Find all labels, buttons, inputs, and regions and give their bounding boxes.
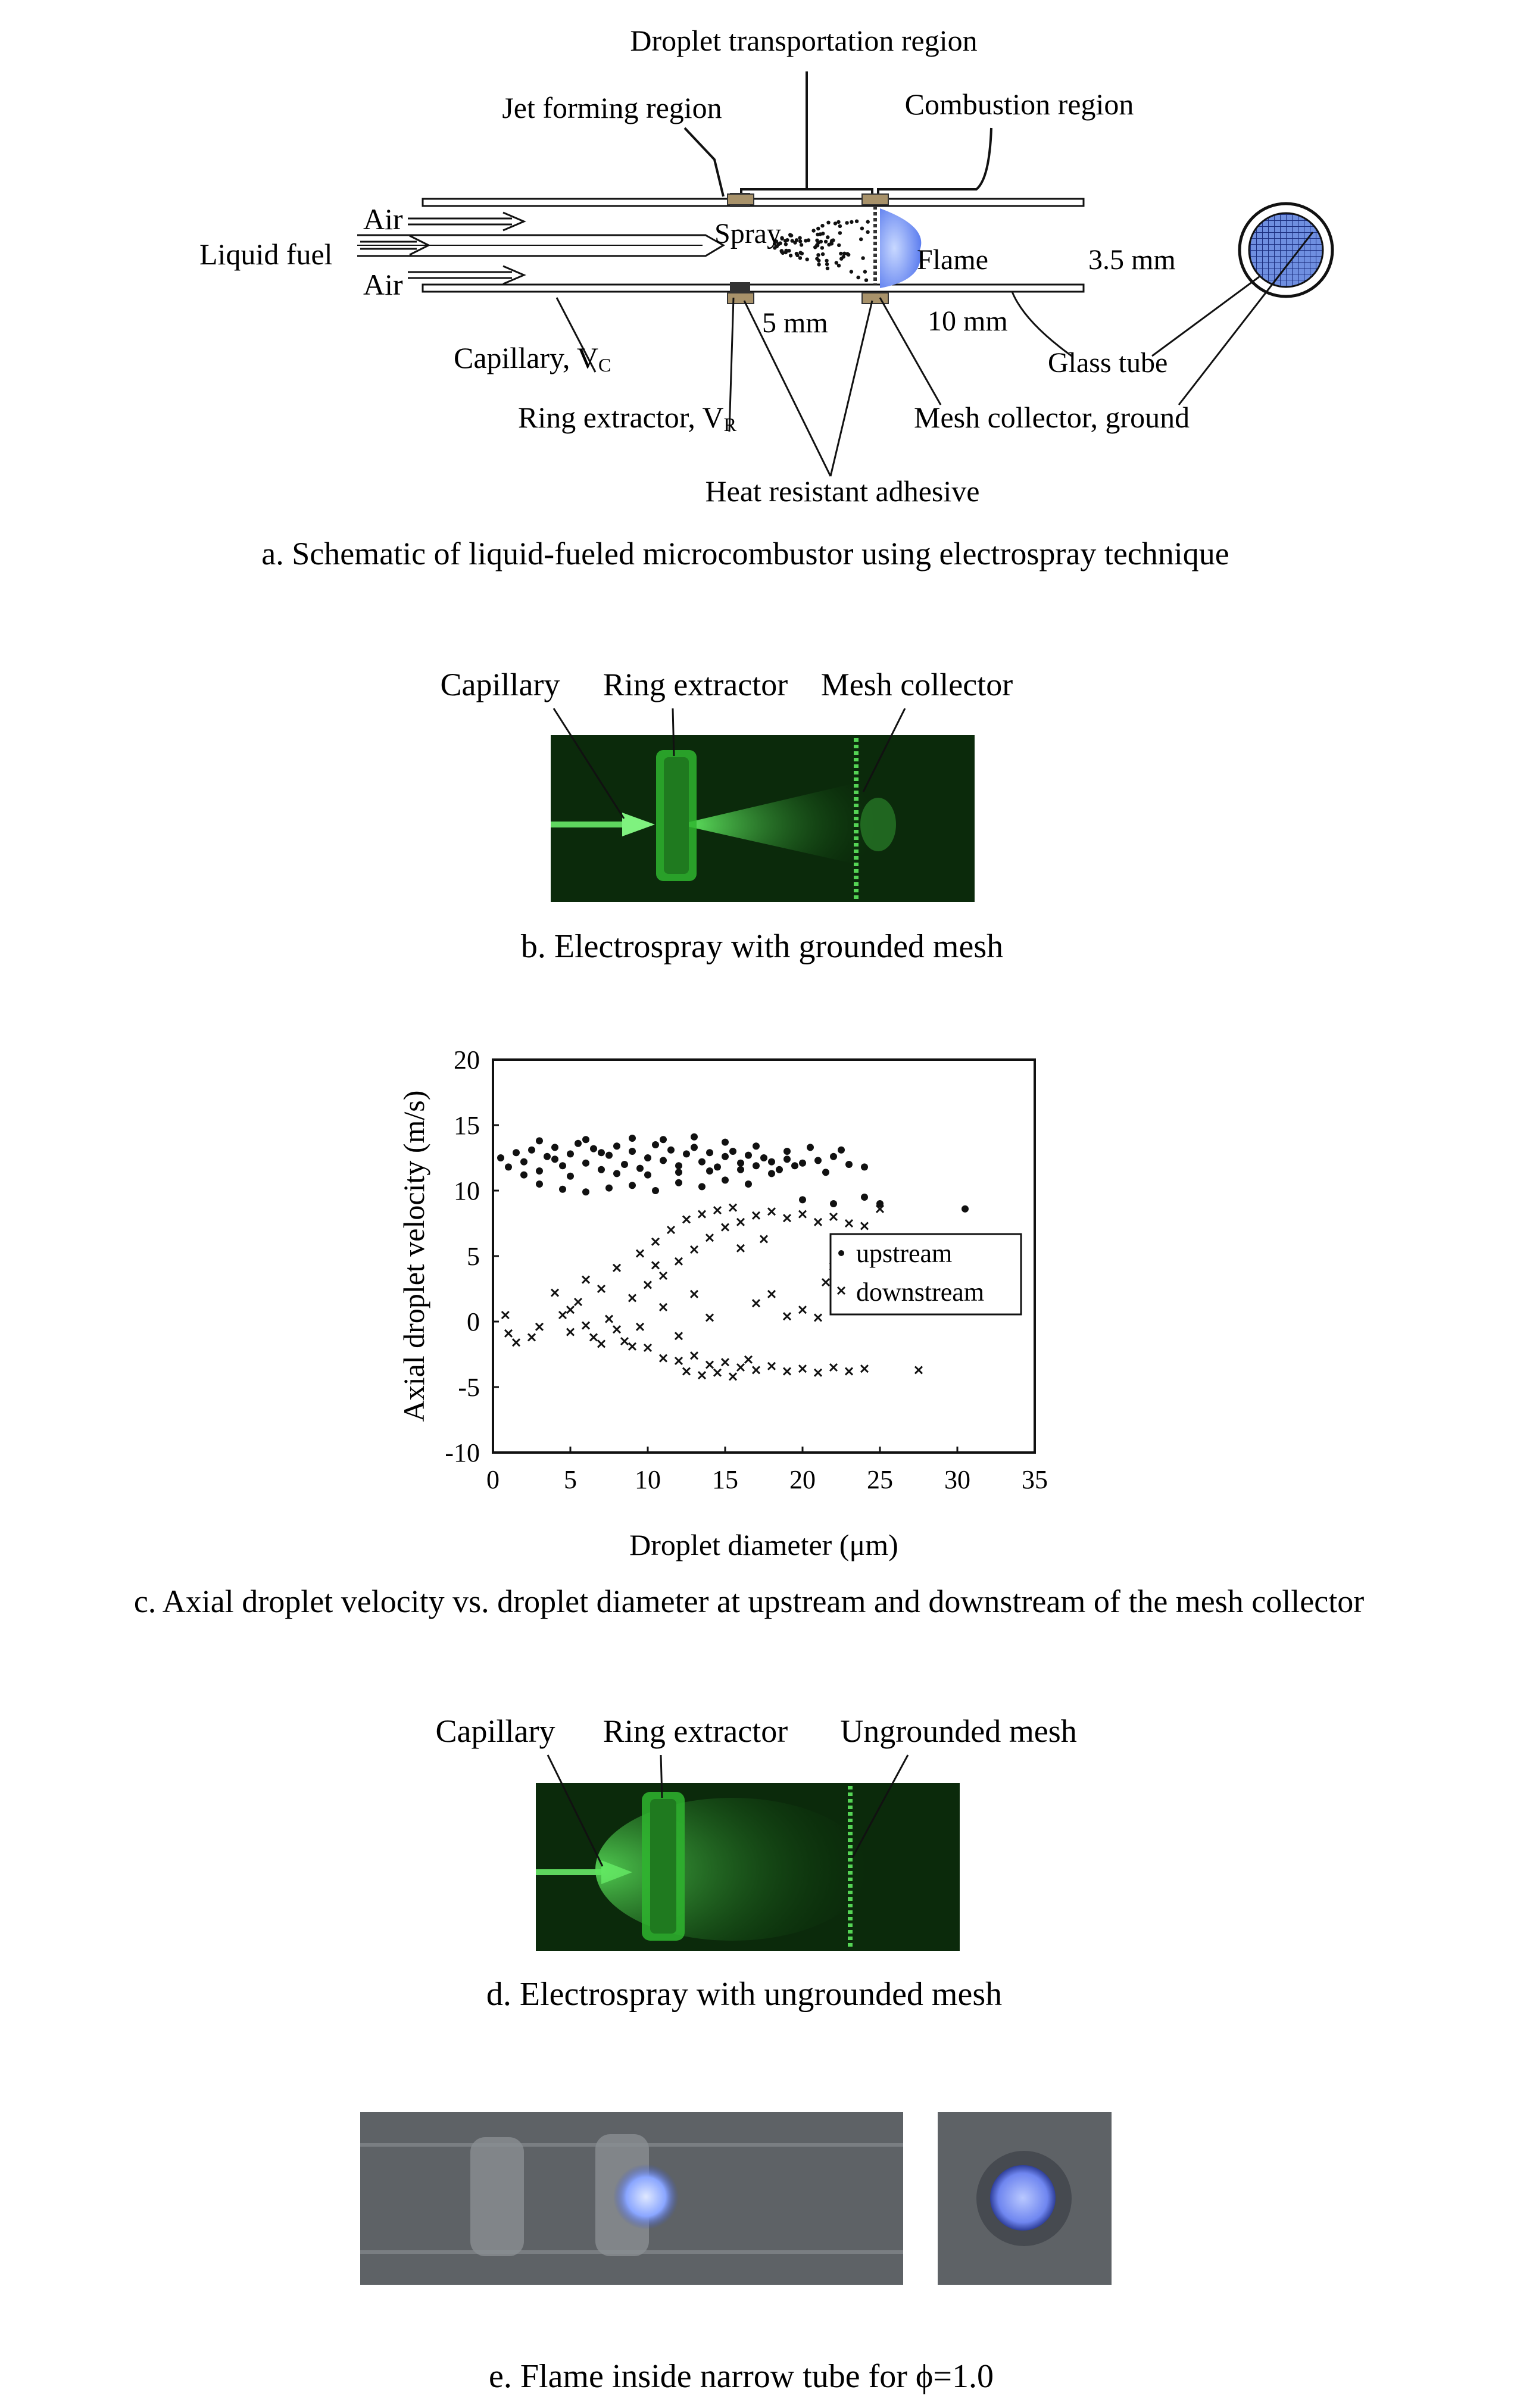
x-tick-label: 15 bbox=[712, 1465, 738, 1494]
panel-a-schematic bbox=[199, 24, 1332, 571]
spray-droplet bbox=[819, 240, 823, 243]
spray-droplet bbox=[798, 251, 802, 254]
point-upstream bbox=[768, 1158, 775, 1166]
point-upstream bbox=[551, 1155, 558, 1163]
point-upstream bbox=[722, 1139, 729, 1146]
point-upstream bbox=[497, 1154, 504, 1161]
spray-droplet bbox=[817, 263, 820, 266]
label-spray: Spray bbox=[714, 218, 781, 249]
spray-droplet bbox=[826, 221, 830, 224]
spray-droplet bbox=[821, 252, 825, 256]
air-arrow-top bbox=[408, 213, 524, 230]
point-upstream bbox=[830, 1200, 837, 1207]
spray-droplet bbox=[784, 242, 788, 246]
spray-droplet bbox=[788, 233, 792, 236]
chart-x-axis-label: Droplet diameter (μm) bbox=[629, 1528, 898, 1561]
spray-droplet bbox=[820, 246, 824, 249]
x-tick-label: 30 bbox=[944, 1465, 970, 1494]
spray-droplet bbox=[804, 239, 807, 242]
tube-end-view bbox=[1240, 204, 1332, 296]
label-jet-forming: Jet forming region bbox=[502, 91, 722, 124]
spray-droplet bbox=[836, 220, 840, 224]
point-upstream bbox=[551, 1144, 558, 1151]
x-tick-label: 10 bbox=[635, 1465, 661, 1494]
y-tick-label: 20 bbox=[454, 1045, 480, 1075]
spray-droplet bbox=[791, 239, 794, 242]
spray-droplet bbox=[820, 224, 824, 227]
spray-droplet bbox=[816, 253, 820, 257]
adhesive-block-1 bbox=[728, 194, 754, 205]
point-upstream bbox=[544, 1153, 551, 1160]
spray-droplet bbox=[817, 259, 820, 263]
caption-b: b. Electrospray with grounded mesh bbox=[520, 928, 1004, 965]
spray-droplet bbox=[834, 221, 837, 225]
spray-droplet bbox=[811, 229, 815, 232]
panel-e-photos bbox=[360, 2112, 1112, 2395]
spray-droplet bbox=[826, 267, 829, 270]
spray-droplet bbox=[855, 220, 859, 223]
chart-legend bbox=[831, 1234, 1021, 1314]
point-upstream bbox=[791, 1162, 798, 1169]
legend-marker-upstream bbox=[838, 1250, 844, 1256]
flame-shape bbox=[880, 208, 921, 288]
panel-b-photo bbox=[441, 667, 1013, 965]
point-upstream bbox=[660, 1157, 667, 1164]
spray-droplet bbox=[861, 256, 864, 260]
point-upstream bbox=[652, 1141, 659, 1148]
spray-droplet bbox=[795, 238, 798, 242]
brace-combustion bbox=[878, 128, 991, 196]
label-b-capillary: Capillary bbox=[440, 667, 560, 702]
point-upstream bbox=[667, 1147, 675, 1154]
y-tick-label: 15 bbox=[454, 1111, 480, 1140]
label-3-5mm: 3.5 mm bbox=[1088, 244, 1176, 276]
point-upstream bbox=[760, 1154, 767, 1161]
point-upstream bbox=[567, 1173, 574, 1180]
photo-e-blue-disc bbox=[990, 2165, 1056, 2231]
point-upstream bbox=[528, 1147, 535, 1154]
point-upstream bbox=[660, 1136, 667, 1143]
spray-droplet bbox=[838, 231, 842, 235]
point-upstream bbox=[745, 1180, 752, 1188]
spray-droplet bbox=[866, 230, 869, 234]
point-upstream bbox=[559, 1186, 566, 1193]
y-tick-label: 10 bbox=[454, 1176, 480, 1205]
point-upstream bbox=[737, 1166, 744, 1173]
point-upstream bbox=[675, 1169, 682, 1176]
spray-droplet bbox=[850, 220, 853, 224]
x-tick-label: 0 bbox=[486, 1465, 500, 1494]
y-tick-label: -10 bbox=[445, 1438, 480, 1467]
spray-droplet bbox=[842, 252, 846, 255]
spray-droplets bbox=[773, 220, 870, 282]
label-5mm: 5 mm bbox=[762, 307, 828, 339]
point-upstream bbox=[698, 1158, 706, 1166]
point-upstream bbox=[598, 1166, 605, 1173]
spray-droplet bbox=[798, 236, 801, 240]
spray-droplet bbox=[798, 239, 802, 243]
spray-droplet bbox=[800, 243, 803, 246]
point-upstream bbox=[559, 1162, 566, 1169]
point-upstream bbox=[706, 1149, 713, 1156]
label-combustion: Combustion region bbox=[904, 88, 1134, 121]
photo-e-ring bbox=[470, 2137, 524, 2256]
point-upstream bbox=[706, 1167, 713, 1175]
label-glass-tube: Glass tube bbox=[1048, 347, 1168, 379]
point-upstream bbox=[652, 1187, 659, 1194]
caption-c: c. Axial droplet velocity vs. droplet diameter at upstream and downstream of the mesh collector bbox=[133, 1584, 1365, 1619]
point-upstream bbox=[745, 1152, 752, 1159]
spray-droplet bbox=[845, 221, 848, 224]
spray-droplet bbox=[856, 276, 860, 279]
spray-droplet bbox=[798, 256, 802, 260]
spray-droplet bbox=[860, 227, 864, 230]
point-upstream bbox=[644, 1172, 651, 1179]
spray-droplet bbox=[863, 270, 867, 273]
spray-droplet bbox=[842, 255, 845, 258]
point-upstream bbox=[830, 1153, 837, 1160]
spray-droplet bbox=[850, 270, 853, 273]
label-b-mesh-collector: Mesh collector bbox=[820, 667, 1013, 702]
chart-y-axis-label: Axial droplet velocity (m/s) bbox=[397, 1090, 430, 1422]
point-upstream bbox=[582, 1188, 589, 1195]
point-upstream bbox=[776, 1166, 783, 1173]
point-upstream bbox=[536, 1137, 543, 1144]
point-upstream bbox=[691, 1133, 698, 1141]
point-upstream bbox=[753, 1162, 760, 1169]
spray-droplet bbox=[826, 235, 829, 239]
label-air-bottom: Air bbox=[363, 268, 403, 301]
label-b-ring-extractor: Ring extractor bbox=[603, 667, 788, 702]
spray-droplet bbox=[830, 242, 834, 245]
point-upstream bbox=[520, 1172, 527, 1179]
point-upstream bbox=[807, 1144, 814, 1151]
spray-droplet bbox=[824, 240, 828, 243]
point-upstream bbox=[582, 1136, 589, 1143]
caption-e: e. Flame inside narrow tube for ϕ=1.0 bbox=[489, 2358, 994, 2395]
spray-droplet bbox=[795, 252, 798, 255]
label-air-top: Air bbox=[363, 202, 403, 236]
adhesive-block-2 bbox=[728, 293, 754, 304]
point-upstream bbox=[520, 1158, 527, 1166]
point-upstream bbox=[513, 1149, 520, 1156]
caption-a: a. Schematic of liquid-fueled microcombustor using electrospray technique bbox=[261, 536, 1229, 571]
spray-droplet bbox=[859, 238, 863, 241]
brace-jet-forming bbox=[685, 128, 723, 196]
point-upstream bbox=[582, 1160, 589, 1167]
point-upstream bbox=[613, 1142, 620, 1150]
label-flame: Flame bbox=[917, 244, 988, 276]
label-liquid-fuel: Liquid fuel bbox=[199, 238, 333, 271]
point-upstream bbox=[722, 1153, 729, 1160]
label-d-capillary: Capillary bbox=[435, 1713, 555, 1749]
point-upstream bbox=[729, 1148, 736, 1155]
point-upstream bbox=[675, 1162, 682, 1169]
spray-droplet bbox=[819, 232, 822, 236]
spray-droplet bbox=[837, 243, 841, 247]
point-upstream bbox=[814, 1157, 822, 1164]
spray-droplet bbox=[825, 263, 829, 266]
point-upstream bbox=[629, 1148, 636, 1155]
point-upstream bbox=[822, 1169, 829, 1176]
spray-droplet bbox=[839, 252, 842, 255]
point-upstream bbox=[861, 1163, 868, 1170]
spray-droplet bbox=[864, 279, 868, 282]
point-upstream bbox=[683, 1150, 690, 1157]
x-tick-label: 35 bbox=[1022, 1465, 1048, 1494]
point-upstream bbox=[698, 1183, 706, 1190]
point-upstream bbox=[799, 1196, 806, 1203]
spray-droplet bbox=[784, 251, 788, 254]
label-10mm: 10 mm bbox=[928, 305, 1008, 337]
point-upstream bbox=[605, 1185, 613, 1192]
point-upstream bbox=[636, 1165, 644, 1172]
point-upstream bbox=[838, 1147, 845, 1154]
label-d-ring-extractor: Ring extractor bbox=[603, 1713, 788, 1749]
photo-e-blue-flame bbox=[613, 2164, 679, 2229]
point-upstream bbox=[675, 1179, 682, 1186]
spray-droplet bbox=[815, 239, 819, 242]
adhesive-block-4 bbox=[862, 293, 888, 304]
panel-d-photo bbox=[436, 1713, 1077, 2013]
point-upstream bbox=[783, 1148, 791, 1155]
point-upstream bbox=[714, 1163, 721, 1170]
point-upstream bbox=[722, 1176, 729, 1183]
spray-droplet bbox=[789, 254, 792, 257]
point-upstream bbox=[613, 1170, 620, 1177]
label-mesh-collector-ground: Mesh collector, ground bbox=[914, 401, 1190, 434]
spray-droplet bbox=[780, 249, 783, 252]
label-droplet-transportation: Droplet transportation region bbox=[630, 24, 978, 57]
point-upstream bbox=[768, 1170, 775, 1177]
x-tick-label: 20 bbox=[789, 1465, 816, 1494]
point-upstream bbox=[567, 1150, 574, 1157]
point-upstream bbox=[644, 1154, 651, 1161]
spray-droplet bbox=[835, 261, 838, 264]
point-upstream bbox=[575, 1140, 582, 1147]
air-arrow-bottom bbox=[408, 266, 524, 284]
photo-d-spray-cloud bbox=[595, 1798, 869, 1941]
y-tick-label: 5 bbox=[467, 1242, 480, 1271]
label-d-ungrounded-mesh: Ungrounded mesh bbox=[840, 1713, 1077, 1749]
point-upstream bbox=[598, 1149, 605, 1156]
point-upstream bbox=[845, 1161, 853, 1168]
x-tick-label: 25 bbox=[867, 1465, 893, 1494]
y-tick-label: 0 bbox=[467, 1307, 480, 1336]
point-upstream bbox=[505, 1163, 512, 1170]
point-upstream bbox=[691, 1144, 698, 1151]
point-upstream bbox=[621, 1161, 628, 1168]
y-tick-label: -5 bbox=[458, 1373, 480, 1402]
label-heat-resistant-adhesive: Heat resistant adhesive bbox=[705, 474, 980, 508]
point-upstream bbox=[629, 1135, 636, 1142]
panel-c-chart bbox=[134, 1045, 1364, 1619]
caption-d: d. Electrospray with ungrounded mesh bbox=[486, 1976, 1003, 2013]
brace-droplet-transport bbox=[741, 71, 872, 196]
spray-droplet bbox=[816, 227, 820, 230]
point-upstream bbox=[536, 1167, 543, 1175]
legend-label-downstream: downstream bbox=[856, 1278, 985, 1307]
point-upstream bbox=[737, 1160, 744, 1167]
x-tick-label: 5 bbox=[564, 1465, 577, 1494]
point-upstream bbox=[783, 1155, 791, 1163]
spray-droplet bbox=[825, 259, 828, 263]
point-upstream bbox=[799, 1160, 806, 1167]
spray-droplet bbox=[806, 258, 809, 261]
point-upstream bbox=[753, 1142, 760, 1150]
point-upstream bbox=[605, 1152, 613, 1159]
point-upstream bbox=[962, 1205, 969, 1213]
point-upstream bbox=[861, 1194, 868, 1201]
label-ring-extractor-vr: Ring extractor, VR bbox=[518, 401, 736, 435]
spray-droplet bbox=[785, 238, 789, 242]
point-upstream bbox=[536, 1180, 543, 1188]
spray-droplet bbox=[866, 220, 870, 223]
spray-droplet bbox=[838, 224, 842, 228]
adhesive-block-3 bbox=[862, 194, 888, 205]
legend-label-upstream: upstream bbox=[856, 1239, 953, 1268]
point-upstream bbox=[590, 1145, 597, 1153]
label-capillary-vc: Capillary, VC bbox=[454, 341, 611, 376]
point-upstream bbox=[629, 1182, 636, 1189]
